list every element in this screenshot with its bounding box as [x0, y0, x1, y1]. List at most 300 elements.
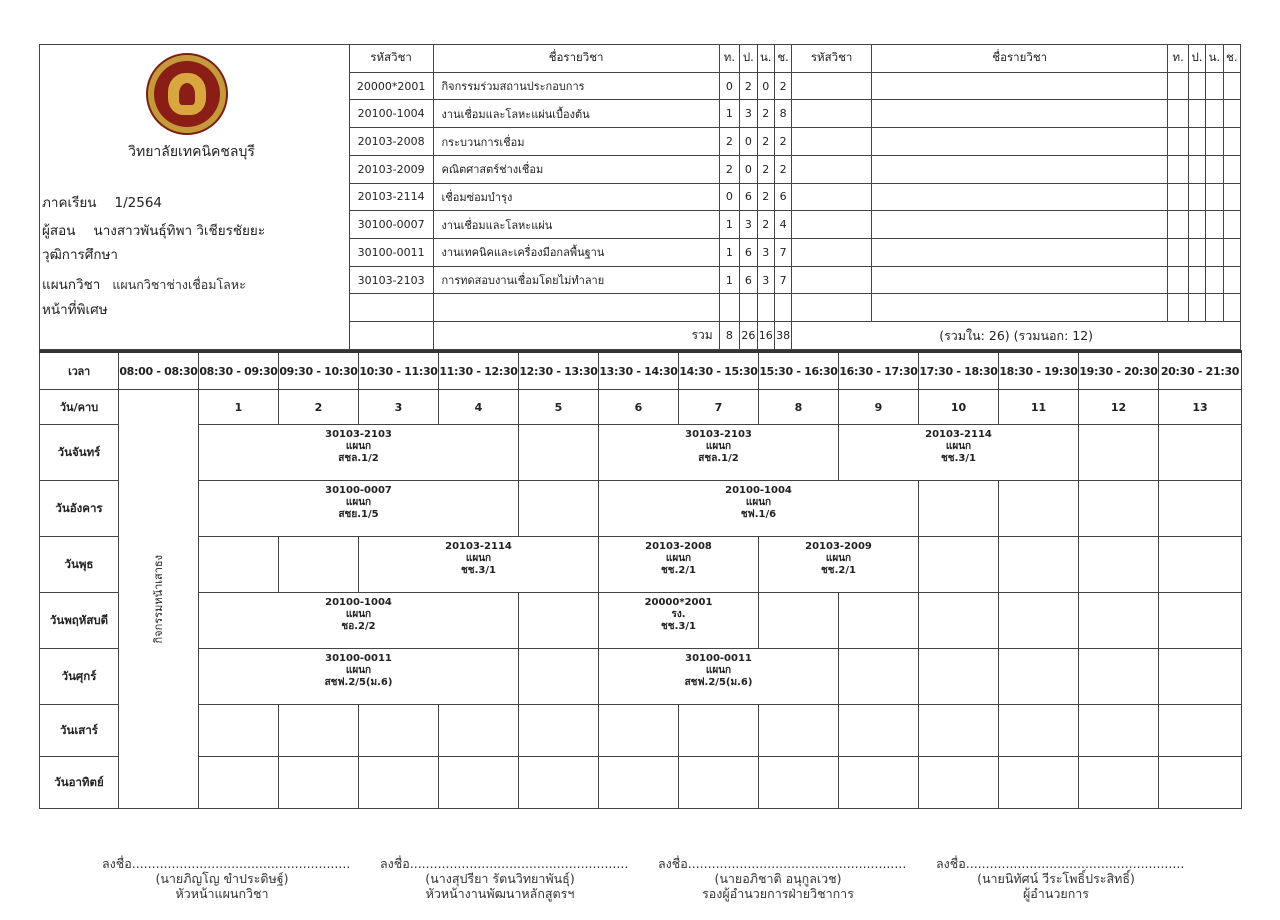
- empty-slot: [919, 593, 999, 649]
- period-number: 11: [999, 390, 1079, 425]
- day-row: [40, 757, 1242, 809]
- subject-empty-cell: [1223, 266, 1240, 294]
- assembly-cell: [119, 390, 199, 809]
- empty-slot: [1079, 757, 1159, 809]
- class-code: 20103-2114: [445, 541, 512, 552]
- header-c-left: ช.: [774, 45, 791, 73]
- empty-slot: [919, 705, 999, 757]
- class-block[interactable]: [599, 425, 839, 481]
- period-label: วัน/คาบ: [40, 390, 119, 425]
- empty-slot: [199, 705, 279, 757]
- subject-empty-cell: [792, 155, 872, 183]
- subject-empty-cell: [792, 266, 872, 294]
- empty-slot: [1159, 425, 1242, 481]
- time-slot: 17:30 - 18:30: [919, 352, 999, 390]
- class-code: 20000*2001: [644, 597, 713, 608]
- subject-empty-cell: [1223, 239, 1240, 267]
- empty-slot: [439, 757, 519, 809]
- signer-role: ผู้อำนวยการ: [1022, 886, 1090, 901]
- day-name: วันอังคาร: [40, 481, 119, 537]
- subject-c: 2: [774, 128, 791, 156]
- empty-slot: [839, 593, 919, 649]
- signature-line: ลงชื่อ.......................................................: [936, 856, 1185, 871]
- subject-empty-cell: [1188, 100, 1205, 128]
- subject-c: 8: [774, 100, 791, 128]
- subject-empty-cell: [1188, 266, 1205, 294]
- class-dept: แผนก: [745, 497, 772, 508]
- subject-empty-cell: [1206, 72, 1223, 100]
- class-group: ชช.3/1: [941, 453, 976, 464]
- totals-summary: (รวมใน: 26) (รวมนอก: 12): [792, 322, 1241, 350]
- time-slot: 14:30 - 15:30: [679, 352, 759, 390]
- subject-name: งานเชื่อมและโลหะแผ่นเบื้องต้น: [433, 100, 719, 128]
- class-block[interactable]: [199, 481, 519, 537]
- subject-empty-cell: [792, 128, 872, 156]
- empty-slot: [999, 481, 1079, 537]
- period-number: 9: [839, 390, 919, 425]
- class-dept: แผนก: [665, 553, 692, 564]
- empty-slot: [359, 705, 439, 757]
- header-name-right: ชื่อรายวิชา: [871, 45, 1167, 73]
- subject-t: 0: [719, 183, 739, 211]
- subject-code: 20103-2114: [349, 183, 433, 211]
- day-row: [40, 425, 1242, 481]
- time-slot: 10:30 - 11:30: [359, 352, 439, 390]
- subject-empty-cell: [1168, 128, 1188, 156]
- class-group: ชช.3/1: [461, 565, 496, 576]
- empty-slot: [279, 537, 359, 593]
- subject-empty-cell: [792, 72, 872, 100]
- class-block[interactable]: [199, 425, 519, 481]
- period-number: 12: [1079, 390, 1159, 425]
- subject-empty-cell: [1206, 211, 1223, 239]
- class-code: 20103-2009: [805, 541, 872, 552]
- empty-slot: [519, 649, 599, 705]
- signature-block: [936, 856, 1185, 901]
- class-code: 30103-2103: [685, 429, 752, 440]
- empty-slot: [839, 705, 919, 757]
- totals-t: 8: [719, 322, 739, 350]
- time-slot: 09:30 - 10:30: [279, 352, 359, 390]
- subject-empty-cell: [1206, 155, 1223, 183]
- period-row: [40, 390, 1242, 425]
- subject-t: 2: [719, 128, 739, 156]
- empty-slot: [999, 757, 1079, 809]
- class-dept: แผนก: [345, 609, 372, 620]
- time-slot: 11:30 - 12:30: [439, 352, 519, 390]
- subject-empty-cell: [1206, 239, 1223, 267]
- subject-empty-cell: [871, 266, 1167, 294]
- empty-slot: [439, 705, 519, 757]
- empty-slot: [919, 481, 999, 537]
- special-duty: [42, 298, 108, 320]
- subject-code: 30103-2103: [349, 266, 433, 294]
- header-code-right: รหัสวิชา: [792, 45, 872, 73]
- empty-slot: [199, 757, 279, 809]
- period-number: 7: [679, 390, 759, 425]
- day-row: [40, 537, 1242, 593]
- subject-c: 7: [774, 266, 791, 294]
- subject-t: 1: [719, 100, 739, 128]
- empty-slot: [519, 757, 599, 809]
- empty-slot: [1079, 481, 1159, 537]
- subject-p: 3: [740, 100, 757, 128]
- class-dept: รง.: [671, 609, 686, 620]
- class-dept: แผนก: [465, 553, 492, 564]
- time-slot: 15:30 - 16:30: [759, 352, 839, 390]
- subject-empty-cell: [871, 155, 1167, 183]
- empty-slot: [279, 757, 359, 809]
- subject-p: 0: [740, 155, 757, 183]
- class-code: 30100-0011: [685, 653, 752, 664]
- header-c-right: ช.: [1223, 45, 1240, 73]
- signer-name: (นายภิญโญ ขำประดิษฐ์): [155, 871, 289, 886]
- empty-slot: [1159, 481, 1242, 537]
- subject-p: [740, 294, 757, 322]
- subjects-table: [39, 44, 1241, 350]
- teacher: [42, 219, 265, 241]
- subject-t: 1: [719, 211, 739, 239]
- subject-n: 2: [757, 100, 774, 128]
- period-number: 2: [279, 390, 359, 425]
- subject-empty-cell: [871, 294, 1167, 322]
- subject-name: กิจกรรมร่วมสถานประกอบการ: [433, 72, 719, 100]
- subject-n: 2: [757, 128, 774, 156]
- signer-name: (นายนิทัศน์ วีระโพธิ์ประสิทธิ์): [977, 871, 1135, 886]
- term-value: 1/2564: [114, 195, 163, 211]
- subject-name: คณิตศาสตร์ช่างเชื่อม: [433, 155, 719, 183]
- subject-empty-cell: [871, 239, 1167, 267]
- class-group: ชช.2/1: [661, 565, 696, 576]
- subject-empty-cell: [1206, 294, 1223, 322]
- subject-code: 20000*2001: [349, 72, 433, 100]
- subject-empty-cell: [1206, 183, 1223, 211]
- subject-empty-cell: [871, 100, 1167, 128]
- subject-empty-cell: [1168, 183, 1188, 211]
- subject-n: 2: [757, 211, 774, 239]
- subject-empty-cell: [792, 239, 872, 267]
- teacher-label: ผู้สอน: [42, 223, 76, 239]
- class-dept: แผนก: [705, 665, 732, 676]
- day-name: วันศุกร์: [40, 649, 119, 705]
- empty-slot: [839, 757, 919, 809]
- period-number: 3: [359, 390, 439, 425]
- period-number: 13: [1159, 390, 1242, 425]
- subject-empty-cell: [1188, 294, 1205, 322]
- subject-empty-cell: [792, 183, 872, 211]
- class-block[interactable]: [759, 537, 919, 593]
- department: [42, 273, 246, 295]
- subject-n: 3: [757, 266, 774, 294]
- subject-p: 3: [740, 211, 757, 239]
- subject-empty-cell: [792, 294, 872, 322]
- subject-empty-cell: [1206, 266, 1223, 294]
- term: [42, 191, 162, 213]
- class-group: ชอ.2/2: [341, 621, 376, 632]
- subject-empty-cell: [1223, 155, 1240, 183]
- empty-slot: [359, 757, 439, 809]
- day-row: [40, 705, 1242, 757]
- subject-empty-cell: [1223, 211, 1240, 239]
- header-p-left: ป.: [740, 45, 757, 73]
- class-group: ชช.3/1: [661, 621, 696, 632]
- empty-slot: [279, 705, 359, 757]
- class-block[interactable]: [599, 537, 759, 593]
- empty-slot: [519, 705, 599, 757]
- subject-empty-cell: [1223, 294, 1240, 322]
- subject-n: [757, 294, 774, 322]
- subject-n: 2: [757, 155, 774, 183]
- day-row: [40, 649, 1242, 705]
- day-name: วันพุธ: [40, 537, 119, 593]
- day-name: วันพฤหัสบดี: [40, 593, 119, 649]
- subject-p: 0: [740, 128, 757, 156]
- subject-empty-cell: [1188, 183, 1205, 211]
- empty-slot: [759, 705, 839, 757]
- subject-n: 3: [757, 239, 774, 267]
- empty-slot: [1079, 593, 1159, 649]
- subject-empty-cell: [1168, 239, 1188, 267]
- header-n-left: น.: [757, 45, 774, 73]
- class-group: สชย.1/5: [338, 509, 379, 520]
- signer-role: หัวหน้างานพัฒนาหลักสูตรฯ: [425, 886, 575, 901]
- college-info: [40, 45, 350, 350]
- class-block[interactable]: [599, 593, 759, 649]
- subject-empty-cell: [792, 100, 872, 128]
- department-value: แผนกวิชาช่างเชื่อมโลหะ: [112, 277, 246, 292]
- empty-slot: [919, 649, 999, 705]
- day-row: [40, 593, 1242, 649]
- subject-code: 20103-2009: [349, 155, 433, 183]
- period-number: 1: [199, 390, 279, 425]
- class-code: 30100-0007: [325, 485, 392, 496]
- subject-name: เชื่อมซ่อมบำรุง: [433, 183, 719, 211]
- header-code-left: รหัสวิชา: [349, 45, 433, 73]
- subject-code: 30100-0007: [349, 211, 433, 239]
- empty-slot: [759, 757, 839, 809]
- subject-empty-cell: [1188, 211, 1205, 239]
- subject-n: 0: [757, 72, 774, 100]
- period-number: 8: [759, 390, 839, 425]
- subject-empty-cell: [1188, 72, 1205, 100]
- class-block[interactable]: [599, 481, 919, 537]
- empty-slot: [1079, 537, 1159, 593]
- empty-slot: [759, 593, 839, 649]
- teacher-value: นางสาวพันธุ์ทิพา วิเชียรชัยยะ: [93, 223, 266, 239]
- subject-p: 2: [740, 72, 757, 100]
- class-code: 20100-1004: [725, 485, 792, 496]
- subject-empty-cell: [1223, 128, 1240, 156]
- subject-empty-cell: [871, 211, 1167, 239]
- signature-line: ลงชื่อ.......................................................: [658, 856, 907, 871]
- empty-slot: [839, 649, 919, 705]
- time-slot: 20:30 - 21:30: [1159, 352, 1242, 390]
- empty-slot: [519, 425, 599, 481]
- subject-empty-cell: [871, 72, 1167, 100]
- subject-t: 2: [719, 155, 739, 183]
- subject-t: 1: [719, 266, 739, 294]
- class-dept: แผนก: [825, 553, 852, 564]
- empty-slot: [519, 593, 599, 649]
- empty-slot: [1159, 593, 1242, 649]
- subject-empty-cell: [1168, 100, 1188, 128]
- totals-p: 26: [740, 322, 757, 350]
- header-name-left: ชื่อรายวิชา: [433, 45, 719, 73]
- totals-n: 16: [757, 322, 774, 350]
- signature-block: [102, 856, 351, 901]
- empty-slot: [1079, 425, 1159, 481]
- header-t-left: ท.: [719, 45, 739, 73]
- subject-c: 4: [774, 211, 791, 239]
- class-group: สชฟ.2/5(ม.6): [684, 677, 753, 688]
- empty-slot: [199, 537, 279, 593]
- subject-name: งานเชื่อมและโลหะแผ่น: [433, 211, 719, 239]
- subject-t: [719, 294, 739, 322]
- subject-n: 2: [757, 183, 774, 211]
- subject-code: [349, 294, 433, 322]
- empty-slot: [1159, 537, 1242, 593]
- empty-slot: [679, 757, 759, 809]
- totals-empty: [349, 322, 433, 350]
- class-code: 30103-2103: [325, 429, 392, 440]
- class-dept: แผนก: [945, 441, 972, 452]
- time-slot: 08:30 - 09:30: [199, 352, 279, 390]
- signer-role: รองผู้อำนวยการฝ่ายวิชาการ: [702, 886, 854, 901]
- time-slot: 16:30 - 17:30: [839, 352, 919, 390]
- subject-c: [774, 294, 791, 322]
- totals-label: รวม: [433, 322, 719, 350]
- totals-c: 38: [774, 322, 791, 350]
- term-label: ภาคเรียน: [42, 195, 97, 211]
- empty-slot: [1159, 649, 1242, 705]
- subject-empty-cell: [1168, 294, 1188, 322]
- subject-empty-cell: [1206, 100, 1223, 128]
- empty-slot: [599, 705, 679, 757]
- period-number: 10: [919, 390, 999, 425]
- subject-empty-cell: [1223, 100, 1240, 128]
- timetable-document: [39, 44, 1241, 809]
- signer-name: (นายอภิชาติ อนุกูลเวช): [714, 871, 842, 886]
- signature-block: [658, 856, 907, 901]
- class-block[interactable]: [599, 649, 839, 705]
- subject-name: การทดสอบงานเชื่อมโดยไม่ทำลาย: [433, 266, 719, 294]
- time-slot: 12:30 - 13:30: [519, 352, 599, 390]
- subject-code: 30100-0011: [349, 239, 433, 267]
- special-duty-label: หน้าที่พิเศษ: [42, 302, 108, 318]
- department-label: แผนกวิชา: [42, 277, 101, 293]
- subject-empty-cell: [1168, 266, 1188, 294]
- class-code: 20103-2114: [925, 429, 992, 440]
- class-code: 20100-1004: [325, 597, 392, 608]
- class-dept: แผนก: [705, 441, 732, 452]
- time-slot: 08:00 - 08:30: [119, 352, 199, 390]
- header-p-right: ป.: [1188, 45, 1205, 73]
- period-number: 5: [519, 390, 599, 425]
- class-group: ชฟ.1/6: [740, 509, 777, 520]
- empty-slot: [1079, 705, 1159, 757]
- header-n-right: น.: [1206, 45, 1223, 73]
- subjects-header-row: [40, 45, 1241, 73]
- empty-slot: [999, 593, 1079, 649]
- class-dept: แผนก: [345, 497, 372, 508]
- class-block[interactable]: [199, 593, 519, 649]
- class-code: 20103-2008: [645, 541, 712, 552]
- subject-p: 6: [740, 239, 757, 267]
- header-t-right: ท.: [1168, 45, 1188, 73]
- subject-empty-cell: [792, 211, 872, 239]
- time-row: [40, 352, 1242, 390]
- time-slot: 13:30 - 14:30: [599, 352, 679, 390]
- subject-p: 6: [740, 183, 757, 211]
- class-block[interactable]: [839, 425, 1079, 481]
- subject-empty-cell: [1168, 72, 1188, 100]
- time-label: เวลา: [40, 352, 119, 390]
- subject-code: 20103-2008: [349, 128, 433, 156]
- subject-name: กระบวนการเชื่อม: [433, 128, 719, 156]
- class-block[interactable]: [359, 537, 599, 593]
- empty-slot: [599, 757, 679, 809]
- subject-empty-cell: [1223, 183, 1240, 211]
- period-number: 4: [439, 390, 519, 425]
- empty-slot: [1079, 649, 1159, 705]
- time-slot: 19:30 - 20:30: [1079, 352, 1159, 390]
- class-dept: แผนก: [345, 665, 372, 676]
- empty-slot: [679, 705, 759, 757]
- college-name: วิทยาลัยเทคนิคชลบุรี: [128, 144, 255, 160]
- subject-empty-cell: [871, 128, 1167, 156]
- class-group: สชล.1/2: [698, 453, 739, 464]
- signature-line: ลงชื่อ.......................................................: [102, 856, 351, 871]
- signature-line: ลงชื่อ.......................................................: [380, 856, 629, 871]
- subject-empty-cell: [871, 183, 1167, 211]
- subject-name: งานเทคนิคและเครื่องมือกลพื้นฐาน: [433, 239, 719, 267]
- subject-empty-cell: [1168, 155, 1188, 183]
- day-name: วันเสาร์: [40, 705, 119, 757]
- empty-slot: [1159, 757, 1242, 809]
- subject-code: 20100-1004: [349, 100, 433, 128]
- class-code: 30100-0011: [325, 653, 392, 664]
- subject-t: 0: [719, 72, 739, 100]
- day-name: วันจันทร์: [40, 425, 119, 481]
- empty-slot: [919, 757, 999, 809]
- class-group: สชฟ.2/5(ม.6): [324, 677, 393, 688]
- empty-slot: [999, 537, 1079, 593]
- subject-c: 6: [774, 183, 791, 211]
- day-name: วันอาทิตย์: [40, 757, 119, 809]
- subject-empty-cell: [1223, 72, 1240, 100]
- assembly-label: กิจกรรมหน้าเสาธง: [151, 554, 165, 644]
- degree: [42, 243, 118, 265]
- college-seal-icon: [146, 53, 228, 135]
- signature-block: [380, 856, 629, 901]
- time-slot: 18:30 - 19:30: [999, 352, 1079, 390]
- signer-role: หัวหน้าแผนกวิชา: [175, 886, 269, 901]
- empty-slot: [519, 481, 599, 537]
- subject-empty-cell: [1188, 155, 1205, 183]
- class-dept: แผนก: [345, 441, 372, 452]
- degree-label: วุฒิการศึกษา: [42, 247, 119, 263]
- day-row: [40, 481, 1242, 537]
- class-block[interactable]: [199, 649, 519, 705]
- signer-name: (นางสุปรียา รัตนวิทยาพันธุ์): [425, 871, 575, 886]
- subject-p: 6: [740, 266, 757, 294]
- empty-slot: [1159, 705, 1242, 757]
- subject-t: 1: [719, 239, 739, 267]
- subject-c: 2: [774, 155, 791, 183]
- subject-c: 2: [774, 72, 791, 100]
- schedule-grid: [39, 350, 1242, 809]
- class-group: ชช.2/1: [821, 565, 856, 576]
